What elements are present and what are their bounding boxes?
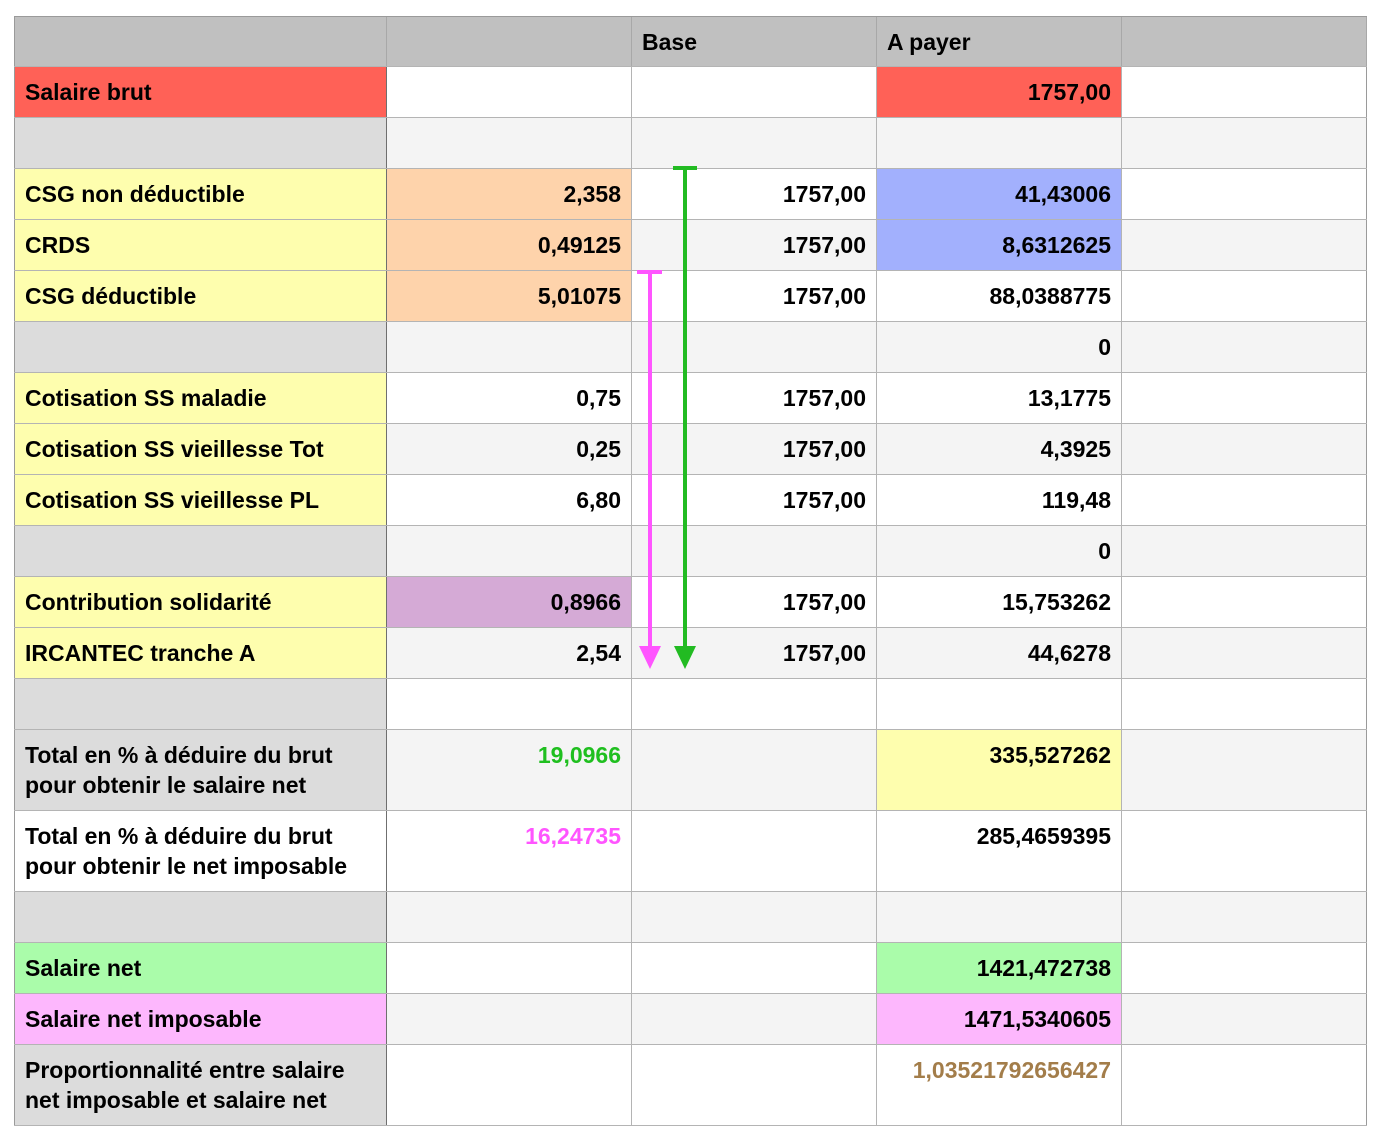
- table-row: [14, 526, 1367, 577]
- cell-rate[interactable]: [387, 67, 632, 117]
- cell-amount[interactable]: 1,03521792656427: [877, 1045, 1122, 1125]
- cell-rate[interactable]: 19,0966: [387, 730, 632, 810]
- cell-rate[interactable]: [387, 118, 632, 168]
- cell-base[interactable]: 1757,00: [632, 628, 877, 678]
- cell-amount[interactable]: 13,1775: [877, 373, 1122, 423]
- cell-label[interactable]: Salaire brut: [14, 67, 387, 117]
- cell-base[interactable]: [632, 994, 877, 1044]
- cell-label[interactable]: [14, 679, 387, 729]
- table-row: [14, 67, 1367, 118]
- cell-extra[interactable]: [1122, 475, 1367, 525]
- cell-rate[interactable]: 2,358: [387, 169, 632, 219]
- cell-amount[interactable]: 0: [877, 322, 1122, 372]
- cell-extra[interactable]: [1122, 994, 1367, 1044]
- cell-extra[interactable]: [1122, 577, 1367, 627]
- cell-amount[interactable]: 44,6278: [877, 628, 1122, 678]
- table-row: [14, 322, 1367, 373]
- cell-extra[interactable]: [1122, 373, 1367, 423]
- header-row: [14, 16, 1367, 67]
- cell-base[interactable]: [632, 322, 877, 372]
- header-cell-rate[interactable]: [387, 17, 632, 66]
- cell-label[interactable]: Cotisation SS vieillesse Tot: [14, 424, 387, 474]
- cell-rate[interactable]: [387, 1045, 632, 1125]
- cell-rate[interactable]: 5,01075: [387, 271, 632, 321]
- cell-rate[interactable]: 0,25: [387, 424, 632, 474]
- cell-rate[interactable]: 6,80: [387, 475, 632, 525]
- table-row: [14, 577, 1367, 628]
- cell-amount[interactable]: 1471,5340605: [877, 994, 1122, 1044]
- cell-base[interactable]: 1757,00: [632, 577, 877, 627]
- table-row: [14, 271, 1367, 322]
- cell-rate[interactable]: [387, 526, 632, 576]
- cell-label[interactable]: IRCANTEC tranche A: [14, 628, 387, 678]
- cell-label[interactable]: CSG non déductible: [14, 169, 387, 219]
- cell-amount[interactable]: 88,0388775: [877, 271, 1122, 321]
- table-row: [14, 994, 1367, 1045]
- cell-amount[interactable]: 4,3925: [877, 424, 1122, 474]
- cell-extra[interactable]: [1122, 67, 1367, 117]
- cell-base[interactable]: [632, 730, 877, 810]
- cell-base[interactable]: [632, 1045, 877, 1125]
- spreadsheet-table: [14, 16, 1367, 1126]
- cell-rate[interactable]: 0,75: [387, 373, 632, 423]
- cell-rate[interactable]: 0,8966: [387, 577, 632, 627]
- cell-extra[interactable]: [1122, 679, 1367, 729]
- cell-base[interactable]: [632, 892, 877, 942]
- cell-extra[interactable]: [1122, 118, 1367, 168]
- cell-base[interactable]: [632, 118, 877, 168]
- cell-base[interactable]: [632, 679, 877, 729]
- cell-rate[interactable]: 0,49125: [387, 220, 632, 270]
- cell-label[interactable]: Cotisation SS maladie: [14, 373, 387, 423]
- table-row: [14, 1045, 1367, 1126]
- cell-label[interactable]: CSG déductible: [14, 271, 387, 321]
- cell-label[interactable]: Total en % à déduire du brut pour obtenir le salaire net: [14, 730, 387, 810]
- cell-extra[interactable]: [1122, 730, 1367, 810]
- cell-base[interactable]: 1757,00: [632, 220, 877, 270]
- cell-label[interactable]: Salaire net: [14, 943, 387, 993]
- cell-amount[interactable]: 8,6312625: [877, 220, 1122, 270]
- cell-base[interactable]: 1757,00: [632, 373, 877, 423]
- cell-amount[interactable]: [877, 679, 1122, 729]
- cell-extra[interactable]: [1122, 322, 1367, 372]
- cell-label[interactable]: Salaire net imposable: [14, 994, 387, 1044]
- cell-label[interactable]: Contribution solidarité: [14, 577, 387, 627]
- header-cell-base[interactable]: Base: [632, 17, 877, 66]
- cell-extra[interactable]: [1122, 169, 1367, 219]
- table-row: [14, 424, 1367, 475]
- table-row: [14, 892, 1367, 943]
- header-cell-label[interactable]: [14, 17, 387, 66]
- cell-base[interactable]: 1757,00: [632, 475, 877, 525]
- table-row: [14, 118, 1367, 169]
- table-row: [14, 373, 1367, 424]
- cell-label[interactable]: [14, 118, 387, 168]
- cell-label[interactable]: Cotisation SS vieillesse PL: [14, 475, 387, 525]
- cell-amount[interactable]: 0: [877, 526, 1122, 576]
- cell-label[interactable]: [14, 526, 387, 576]
- cell-amount[interactable]: 1757,00: [877, 67, 1122, 117]
- cell-extra[interactable]: [1122, 424, 1367, 474]
- table-row: [14, 943, 1367, 994]
- cell-amount[interactable]: 15,753262: [877, 577, 1122, 627]
- cell-rate[interactable]: [387, 994, 632, 1044]
- cell-extra[interactable]: [1122, 271, 1367, 321]
- cell-extra[interactable]: [1122, 220, 1367, 270]
- cell-base[interactable]: [632, 526, 877, 576]
- cell-extra[interactable]: [1122, 892, 1367, 942]
- table-row: [14, 220, 1367, 271]
- cell-base[interactable]: [632, 943, 877, 993]
- cell-extra[interactable]: [1122, 628, 1367, 678]
- cell-amount[interactable]: [877, 118, 1122, 168]
- cell-rate[interactable]: 16,24735: [387, 811, 632, 891]
- table-row: [14, 679, 1367, 730]
- cell-label[interactable]: [14, 322, 387, 372]
- cell-amount[interactable]: 335,527262: [877, 730, 1122, 810]
- cell-base[interactable]: [632, 811, 877, 891]
- cell-rate[interactable]: [387, 679, 632, 729]
- cell-label[interactable]: Proportionnalité entre salaire net imposable et salaire net: [14, 1045, 387, 1125]
- cell-amount[interactable]: [877, 892, 1122, 942]
- table-row: [14, 730, 1367, 811]
- cell-amount[interactable]: 119,48: [877, 475, 1122, 525]
- cell-amount[interactable]: 285,4659395: [877, 811, 1122, 891]
- cell-extra[interactable]: [1122, 811, 1367, 891]
- cell-label[interactable]: [14, 892, 387, 942]
- cell-rate[interactable]: [387, 943, 632, 993]
- cell-base[interactable]: 1757,00: [632, 271, 877, 321]
- header-cell-extra[interactable]: [1122, 17, 1367, 66]
- cell-extra[interactable]: [1122, 1045, 1367, 1125]
- cell-amount[interactable]: 41,43006: [877, 169, 1122, 219]
- cell-extra[interactable]: [1122, 943, 1367, 993]
- cell-rate[interactable]: [387, 892, 632, 942]
- cell-rate[interactable]: [387, 322, 632, 372]
- cell-base[interactable]: 1757,00: [632, 169, 877, 219]
- header-cell-amount[interactable]: A payer: [877, 17, 1122, 66]
- table-row: [14, 628, 1367, 679]
- cell-label[interactable]: Total en % à déduire du brut pour obtenir le net imposable: [14, 811, 387, 891]
- cell-label[interactable]: CRDS: [14, 220, 387, 270]
- cell-base[interactable]: 1757,00: [632, 424, 877, 474]
- table-row: [14, 811, 1367, 892]
- cell-rate[interactable]: 2,54: [387, 628, 632, 678]
- cell-base[interactable]: [632, 67, 877, 117]
- table-row: [14, 475, 1367, 526]
- cell-extra[interactable]: [1122, 526, 1367, 576]
- cell-amount[interactable]: 1421,472738: [877, 943, 1122, 993]
- table-row: [14, 169, 1367, 220]
